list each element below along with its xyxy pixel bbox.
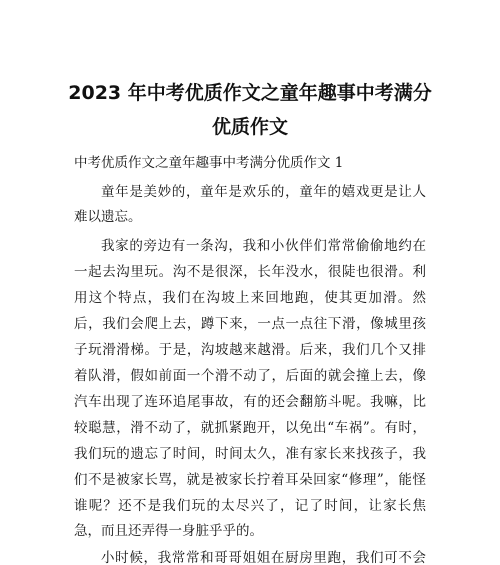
body-line: 难以遗忘。 (74, 209, 142, 225)
body-line: 一起去沟里玩。沟不是很深，长年没水，很陡也很滑。利 (74, 264, 426, 280)
body-line: 急，而且还弄得一身脏乎乎的。 (74, 523, 263, 539)
body-line: 小时候，我常常和哥哥姐姐在厨房里跑，我们可不会 (101, 550, 426, 565)
body-line: 后，我们会爬上去，蹲下来，一点一点往下滑，像城里孩 (74, 316, 426, 332)
body-line: 较聪慧，滑不动了，就抓紧跑开，以免出“车祸”。有时， (74, 420, 426, 436)
body-line: 用这个特点，我们在沟坡上来回地跑，使其更加滑。然 (74, 290, 426, 306)
body-line: 汽车出现了连环追尾事故，有的还会翻筋斗呢。我嘛，比 (74, 394, 426, 410)
body-line: 子玩滑滑梯。于是，沟坡越来越滑。后来，我们几个又排 (74, 342, 426, 358)
body-line: 童年是美妙的，童年是欢乐的，童年的嬉戏更是让人 (101, 184, 426, 200)
document-title-line-1: 2023 年中考优质作文之童年趣事中考满分 (68, 82, 432, 104)
document-subtitle: 中考优质作文之童年趣事中考满分优质作文 1 (74, 155, 344, 171)
body-line: 我们玩的遗忘了时间，时间太久，准有家长来找孩子，我 (74, 446, 426, 462)
body-line: 谁呢？还不是我们玩的太尽兴了，记了时间，让家长焦 (74, 498, 426, 514)
body-line: 们不是被家长骂，就是被家长拧着耳朵回家“修理”，能怪 (74, 472, 426, 488)
body-line: 我家的旁边有一条沟，我和小伙伴们常常偷偷地约在 (101, 238, 426, 254)
body-line: 着队滑，假如前面一个滑不动了，后面的就会撞上去，像 (74, 368, 426, 384)
document-title-line-2: 优质作文 (211, 116, 288, 138)
